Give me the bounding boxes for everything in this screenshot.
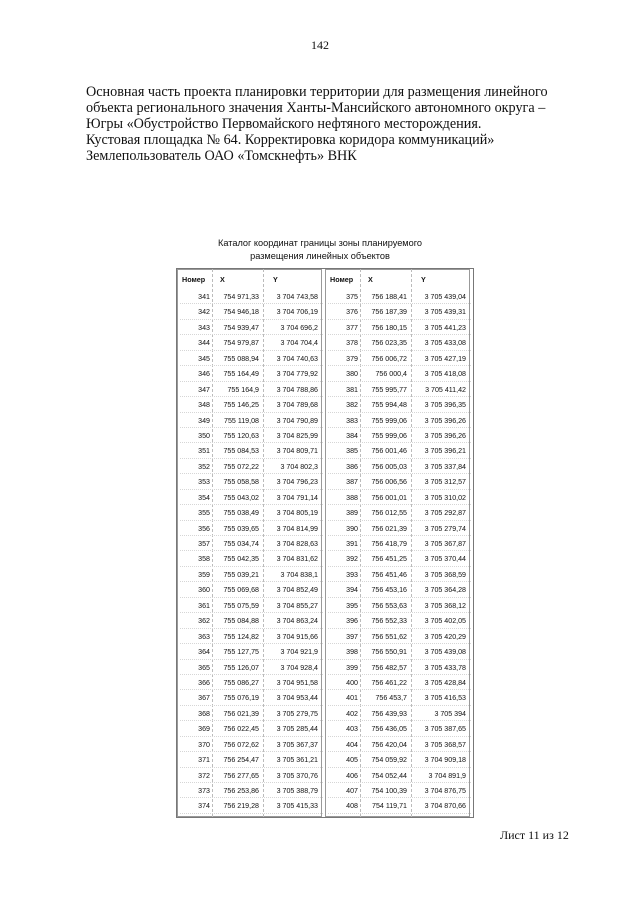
- coord-y: 3 704 706,19: [276, 308, 318, 317]
- coord-y: 3 705 364,28: [424, 586, 466, 595]
- coord-y: 3 704 802,3: [280, 462, 318, 471]
- table-row: [328, 737, 471, 752]
- coord-x: 755 076,19: [223, 694, 259, 703]
- coord-y: 3 705 310,02: [424, 493, 466, 502]
- coord-y: 3 704 809,71: [276, 447, 318, 456]
- coord-x: 755 038,49: [223, 509, 259, 518]
- coord-x: 755 120,63: [223, 431, 259, 440]
- coord-x: 755 084,53: [223, 447, 259, 456]
- table-row: [328, 660, 471, 675]
- point-number: 360: [198, 586, 210, 595]
- table-row: [328, 459, 471, 474]
- point-number: 389: [346, 509, 358, 518]
- point-number: 386: [346, 462, 358, 471]
- coord-x: 755 039,65: [223, 524, 259, 533]
- table-row: [180, 582, 323, 597]
- coord-y: 3 704 788,86: [276, 385, 318, 394]
- point-number: 384: [346, 431, 358, 440]
- point-number: 379: [346, 354, 358, 363]
- header-y: Y: [421, 275, 426, 284]
- point-number: 404: [346, 740, 358, 749]
- coord-y: 3 705 361,21: [276, 756, 318, 765]
- coord-y: 3 705 396,26: [424, 416, 466, 425]
- point-number: 376: [346, 308, 358, 317]
- coord-x: 755 999,06: [371, 416, 407, 425]
- table-row: [328, 289, 471, 304]
- point-number: 402: [346, 709, 358, 718]
- coord-y: 3 705 396,26: [424, 431, 466, 440]
- coord-y: 3 704 891,9: [428, 771, 466, 780]
- coord-y: 3 704 928,4: [280, 663, 318, 672]
- point-number: 388: [346, 493, 358, 502]
- table-row: [180, 505, 323, 520]
- coord-x: 756 277,65: [223, 771, 259, 780]
- coord-x: 756 023,35: [371, 339, 407, 348]
- heading-line: Землепользователь ОАО «Томскнефть» ВНК: [86, 148, 357, 164]
- coord-x: 756 482,57: [371, 663, 407, 672]
- point-number: 374: [198, 802, 210, 811]
- point-number: 405: [346, 756, 358, 765]
- coord-x: 755 069,68: [223, 586, 259, 595]
- table-row: [180, 459, 323, 474]
- coord-x: 756 021,39: [371, 524, 407, 533]
- coord-y: 3 704 951,58: [276, 678, 318, 687]
- coord-y: 3 705 337,84: [424, 462, 466, 471]
- coord-y: 3 705 367,87: [424, 540, 466, 548]
- point-number: 396: [346, 617, 358, 626]
- table-row: [328, 474, 471, 489]
- table-row: [328, 752, 471, 767]
- coord-x: 755 075,59: [223, 601, 259, 610]
- table-row: [180, 768, 323, 783]
- point-number: 361: [198, 601, 210, 610]
- coord-y: 3 705 418,08: [424, 370, 466, 379]
- table-row: [328, 490, 471, 505]
- coord-x: 755 994,48: [371, 401, 407, 410]
- coord-y: 3 704 805,19: [276, 509, 318, 518]
- coord-x: 756 006,56: [371, 478, 407, 487]
- point-number: 358: [198, 555, 210, 564]
- point-number: 363: [198, 632, 210, 641]
- table-header: [328, 269, 471, 289]
- table-row: [180, 443, 323, 458]
- point-number: 365: [198, 663, 210, 672]
- coord-x: 756 461,22: [371, 678, 407, 687]
- point-number: 369: [198, 725, 210, 734]
- table-column-left: [180, 269, 323, 814]
- coord-x: 756 254,47: [223, 756, 259, 765]
- point-number: 391: [346, 540, 358, 548]
- catalog-title-line: размещения линейных объектов: [250, 251, 390, 261]
- coord-y: 3 705 388,79: [276, 787, 318, 795]
- point-number: 407: [346, 787, 358, 795]
- table-row: [180, 351, 323, 366]
- point-number: 380: [346, 370, 358, 379]
- coord-y: 3 705 420,29: [424, 632, 466, 641]
- coord-y: 3 704 921,9: [280, 648, 318, 657]
- coord-x: 754 059,92: [371, 756, 407, 765]
- point-number: 372: [198, 771, 210, 780]
- header-x: X: [368, 275, 373, 284]
- header-y: Y: [273, 275, 278, 284]
- coord-x: 756 000,4: [375, 370, 407, 379]
- coord-x: 756 418,79: [371, 540, 407, 548]
- coord-y: 3 705 441,23: [424, 323, 466, 332]
- table-row: [180, 737, 323, 752]
- point-number: 346: [198, 370, 210, 379]
- coord-x: 755 999,06: [371, 431, 407, 440]
- point-number: 349: [198, 416, 210, 425]
- table-row: [180, 536, 323, 551]
- coord-y: 3 705 427,19: [424, 354, 466, 363]
- point-number: 394: [346, 586, 358, 595]
- table-row: [328, 382, 471, 397]
- table-row: [328, 783, 471, 798]
- coord-y: 3 705 285,44: [276, 725, 318, 734]
- point-number: 355: [198, 509, 210, 518]
- table-row: [328, 351, 471, 366]
- table-row: [180, 382, 323, 397]
- coord-x: 756 187,39: [371, 308, 407, 317]
- coord-y: 3 704 790,89: [276, 416, 318, 425]
- coord-x: 755 119,08: [224, 416, 259, 425]
- point-number: 378: [346, 339, 358, 348]
- table-row: [328, 721, 471, 736]
- coord-y: 3 705 370,44: [424, 555, 466, 564]
- coord-y: 3 705 433,08: [424, 339, 466, 348]
- table-row: [328, 505, 471, 520]
- table-row: [180, 335, 323, 350]
- coord-y: 3 705 402,05: [424, 617, 466, 626]
- coord-y: 3 704 852,49: [276, 586, 318, 595]
- table-row: [180, 660, 323, 675]
- table-row: [328, 690, 471, 705]
- coord-x: 755 164,9: [227, 385, 259, 394]
- point-number: 382: [346, 401, 358, 410]
- coord-x: 756 550,91: [371, 648, 407, 657]
- coord-x: 754 946,18: [223, 308, 259, 317]
- coord-y: 3 704 743,58: [276, 293, 318, 301]
- coord-y: 3 704 876,75: [424, 787, 466, 795]
- coord-y: 3 704 740,63: [276, 354, 318, 363]
- coord-x: 755 086,27: [223, 678, 259, 687]
- coord-y: 3 705 415,33: [276, 802, 318, 811]
- table-row: [180, 551, 323, 566]
- table-row: [328, 768, 471, 783]
- coord-x: 754 119,71: [372, 802, 407, 811]
- point-number: 385: [346, 447, 358, 456]
- table-row: [328, 335, 471, 350]
- coord-x: 756 553,63: [371, 601, 407, 610]
- point-number: 342: [198, 308, 210, 317]
- table-row: [180, 721, 323, 736]
- point-number: 367: [198, 694, 210, 703]
- coord-y: 3 704 838,1: [280, 570, 318, 579]
- point-number: 350: [198, 431, 210, 440]
- point-number: 345: [198, 354, 210, 363]
- point-number: 356: [198, 524, 210, 533]
- catalog-title-line: Каталог координат границы зоны планируемого: [217, 238, 422, 248]
- point-number: 354: [198, 493, 210, 502]
- table-row: [180, 474, 323, 489]
- point-number: 381: [346, 385, 358, 394]
- coord-y: 3 705 394: [434, 709, 466, 718]
- table-row: [328, 629, 471, 644]
- table-row: [328, 320, 471, 335]
- point-number: 366: [198, 678, 210, 687]
- heading-line: объекта регионального значения Ханты-Мансийского автономного округа –: [86, 100, 546, 116]
- coord-y: 3 705 367,37: [276, 740, 318, 749]
- point-number: 408: [346, 802, 358, 811]
- table-row: [180, 289, 323, 304]
- coord-y: 3 704 704,4: [280, 339, 318, 348]
- coord-y: 3 704 828,63: [276, 540, 318, 548]
- coord-x: 754 971,33: [223, 293, 259, 301]
- coord-x: 755 124,82: [223, 632, 259, 641]
- table-row: [180, 783, 323, 798]
- coord-x: 755 043,02: [223, 493, 259, 502]
- coord-x: 754 939,47: [223, 323, 259, 332]
- coord-y: 3 705 279,74: [424, 524, 466, 533]
- coord-x: 755 042,35: [223, 555, 259, 564]
- coord-y: 3 705 396,21: [424, 447, 466, 456]
- table-row: [180, 304, 323, 319]
- coord-y: 3 704 915,66: [276, 632, 318, 641]
- coord-x: 756 451,25: [371, 555, 407, 564]
- coord-x: 755 058,58: [223, 478, 259, 487]
- table-row: [180, 521, 323, 536]
- coord-x: 756 072,62: [223, 740, 259, 749]
- table-row: [180, 397, 323, 412]
- point-number: 401: [346, 694, 358, 703]
- coord-x: 756 006,72: [371, 354, 407, 363]
- heading-line: Кустовая площадка № 64. Корректировка коридора коммуникаций»: [86, 132, 495, 148]
- coord-x: 755 127,75: [223, 648, 259, 657]
- coord-x: 755 034,74: [223, 540, 259, 548]
- table-row: [328, 443, 471, 458]
- table-row: [180, 366, 323, 381]
- table-row: [328, 598, 471, 613]
- point-number: 351: [198, 447, 210, 456]
- table-row: [180, 490, 323, 505]
- coord-x: 755 995,77: [371, 385, 407, 394]
- table-row: [328, 521, 471, 536]
- table-column-right: [328, 269, 471, 814]
- point-number: 395: [346, 601, 358, 610]
- coord-y: 3 704 953,44: [276, 694, 318, 703]
- table-row: [328, 644, 471, 659]
- heading-line: Основная часть проекта планировки территории для размещения линейного: [86, 84, 548, 100]
- coord-x: 756 552,33: [371, 617, 407, 626]
- coord-x: 756 188,41: [371, 293, 407, 301]
- point-number: 387: [346, 478, 358, 487]
- coord-x: 756 012,55: [371, 509, 407, 518]
- table-row: [328, 798, 471, 813]
- table-row: [180, 629, 323, 644]
- table-row: [328, 675, 471, 690]
- coord-x: 756 001,46: [371, 447, 407, 456]
- coord-y: 3 705 396,35: [424, 401, 466, 410]
- point-number: 353: [198, 478, 210, 487]
- coord-x: 756 451,46: [371, 570, 407, 579]
- coord-y: 3 705 439,04: [424, 293, 466, 301]
- table-row: [180, 428, 323, 443]
- point-number: 373: [198, 787, 210, 795]
- coord-x: 755 164,49: [223, 370, 259, 379]
- coord-y: 3 705 387,65: [424, 725, 466, 734]
- table-row: [180, 706, 323, 721]
- table-row: [328, 366, 471, 381]
- coord-x: 756 551,62: [371, 632, 407, 641]
- table-row: [328, 567, 471, 582]
- coord-y: 3 704 863,24: [276, 617, 318, 626]
- coord-y: 3 705 370,76: [276, 771, 318, 780]
- coord-x: 756 436,05: [371, 725, 407, 734]
- table-row: [180, 567, 323, 582]
- coord-x: 756 001,01: [371, 493, 407, 502]
- point-number: 368: [198, 709, 210, 718]
- header-number: Номер: [330, 275, 354, 284]
- point-number: 375: [346, 293, 358, 301]
- coord-y: 3 705 292,87: [424, 509, 466, 518]
- table-row: [328, 397, 471, 412]
- coord-x: 755 146,25: [223, 401, 259, 410]
- point-number: 400: [346, 678, 358, 687]
- coord-y: 3 704 831,62: [276, 555, 318, 564]
- coord-x: 754 100,39: [371, 787, 407, 795]
- table-row: [180, 690, 323, 705]
- point-number: 398: [346, 648, 358, 657]
- point-number: 393: [346, 570, 358, 579]
- coord-y: 3 704 870,66: [424, 802, 466, 811]
- coord-x: 755 084,88: [223, 617, 259, 626]
- sheet-label: Лист 11 из 12: [500, 828, 569, 842]
- coord-x: 756 453,16: [371, 586, 407, 595]
- table-row: [328, 551, 471, 566]
- coord-y: 3 705 368,57: [424, 740, 466, 749]
- coord-y: 3 704 696,2: [280, 323, 318, 332]
- coord-y: 3 705 416,53: [424, 694, 466, 703]
- table-header: [180, 269, 323, 289]
- point-number: 343: [198, 323, 210, 332]
- coord-x: 756 022,45: [223, 725, 259, 734]
- table-row: [180, 675, 323, 690]
- table-row: [328, 428, 471, 443]
- coord-y: 3 704 855,27: [276, 601, 318, 610]
- point-number: 397: [346, 632, 358, 641]
- table-row: [180, 798, 323, 813]
- table-row: [328, 536, 471, 551]
- point-number: 377: [346, 323, 358, 332]
- point-number: 341: [198, 293, 210, 301]
- coord-y: 3 705 439,31: [424, 308, 466, 317]
- point-number: 359: [198, 570, 210, 579]
- point-number: 362: [198, 617, 210, 626]
- coord-x: 755 088,94: [223, 354, 259, 363]
- page-number: 142: [311, 38, 329, 52]
- table-row: [328, 304, 471, 319]
- document-heading: [86, 84, 586, 164]
- coord-x: 756 420,04: [371, 740, 407, 749]
- table-row: [328, 413, 471, 428]
- coord-x: 756 005,03: [371, 462, 407, 471]
- coord-x: 754 052,44: [371, 771, 407, 780]
- coord-y: 3 704 814,99: [276, 524, 318, 533]
- point-number: 399: [346, 663, 358, 672]
- coord-y: 3 705 433,78: [424, 663, 466, 672]
- coord-x: 756 453,7: [375, 694, 407, 703]
- point-number: 406: [346, 771, 358, 780]
- coord-y: 3 705 428,84: [424, 678, 466, 687]
- coord-y: 3 705 368,59: [424, 570, 466, 579]
- coord-y: 3 705 312,57: [424, 478, 466, 487]
- coord-y: 3 705 439,08: [424, 648, 466, 657]
- coord-x: 756 439,93: [371, 709, 407, 718]
- table-row: [180, 598, 323, 613]
- point-number: 347: [198, 385, 210, 394]
- table-row: [180, 752, 323, 767]
- coord-x: 756 180,15: [371, 323, 407, 332]
- coordinates-table: [176, 268, 474, 818]
- point-number: 344: [198, 339, 210, 348]
- table-row: [328, 613, 471, 628]
- point-number: 352: [198, 462, 210, 471]
- coord-y: 3 704 789,68: [276, 401, 318, 410]
- point-number: 370: [198, 740, 210, 749]
- coord-y: 3 704 791,14: [276, 493, 318, 502]
- header-x: X: [220, 275, 225, 284]
- table-row: [328, 706, 471, 721]
- coord-y: 3 704 825,99: [276, 431, 318, 440]
- coord-x: 755 039,21: [223, 570, 259, 579]
- heading-line: Югры «Обустройство Первомайского нефтяного месторождения.: [86, 116, 482, 132]
- coord-y: 3 705 411,42: [425, 385, 466, 394]
- coord-x: 755 072,22: [223, 462, 259, 471]
- point-number: 357: [198, 540, 210, 548]
- table-row: [180, 320, 323, 335]
- table-row: [328, 582, 471, 597]
- coord-x: 754 979,87: [223, 339, 259, 348]
- point-number: 371: [198, 756, 210, 765]
- coord-x: 755 126,07: [223, 663, 259, 672]
- coord-y: 3 704 909,18: [424, 756, 466, 765]
- catalog-title: [0, 237, 640, 263]
- coord-y: 3 705 368,12: [424, 601, 466, 610]
- table-row: [180, 613, 323, 628]
- point-number: 392: [346, 555, 358, 564]
- point-number: 390: [346, 524, 358, 533]
- coord-y: 3 704 796,23: [276, 478, 318, 487]
- coord-x: 756 219,28: [223, 802, 259, 811]
- header-number: Номер: [182, 275, 206, 284]
- point-number: 348: [198, 401, 210, 410]
- point-number: 383: [346, 416, 358, 425]
- point-number: 364: [198, 648, 210, 657]
- point-number: 403: [346, 725, 358, 734]
- coord-y: 3 705 279,75: [276, 709, 318, 718]
- coord-x: 756 253,86: [223, 787, 259, 795]
- coord-y: 3 704 779,92: [276, 370, 318, 379]
- table-row: [180, 644, 323, 659]
- coord-x: 756 021,39: [223, 709, 259, 718]
- table-row: [180, 413, 323, 428]
